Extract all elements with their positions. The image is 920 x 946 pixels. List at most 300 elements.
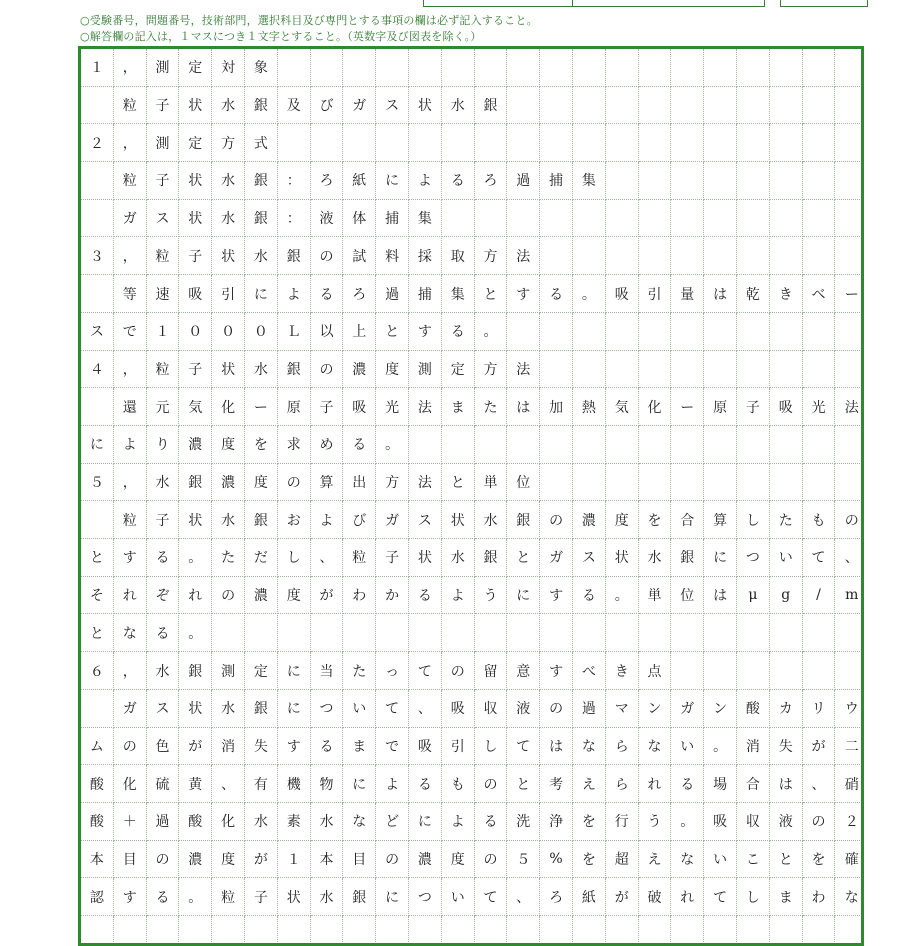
grid-cell[interactable]: て <box>409 652 442 690</box>
grid-cell[interactable]: れ <box>114 577 147 615</box>
grid-cell[interactable] <box>770 313 803 351</box>
grid-cell[interactable] <box>540 464 573 502</box>
grid-cell[interactable]: に <box>704 539 737 577</box>
grid-cell[interactable]: 液 <box>770 803 803 841</box>
grid-cell[interactable] <box>606 162 639 200</box>
grid-cell[interactable]: 度 <box>606 501 639 539</box>
grid-cell[interactable]: が <box>245 841 278 879</box>
grid-cell[interactable]: 。 <box>179 539 212 577</box>
grid-cell[interactable]: 子 <box>147 87 180 125</box>
grid-cell[interactable]: 。 <box>671 803 704 841</box>
grid-cell[interactable] <box>442 426 475 464</box>
grid-cell[interactable]: 光 <box>803 388 836 426</box>
grid-cell[interactable]: 消 <box>212 728 245 766</box>
grid-cell[interactable]: ， <box>114 351 147 389</box>
grid-cell[interactable]: す <box>540 577 573 615</box>
grid-cell[interactable] <box>475 916 508 946</box>
grid-cell[interactable]: が <box>606 878 639 916</box>
grid-cell[interactable] <box>704 426 737 464</box>
grid-cell[interactable] <box>770 426 803 464</box>
grid-cell[interactable] <box>639 238 672 276</box>
grid-cell[interactable] <box>606 124 639 162</box>
grid-cell[interactable]: ス <box>147 690 180 728</box>
grid-cell[interactable] <box>803 464 836 502</box>
grid-cell[interactable] <box>606 615 639 653</box>
grid-cell[interactable] <box>606 49 639 87</box>
grid-cell[interactable]: 銀 <box>475 87 508 125</box>
grid-cell[interactable] <box>737 87 770 125</box>
grid-cell[interactable] <box>573 351 606 389</box>
grid-cell[interactable]: 単 <box>475 464 508 502</box>
grid-cell[interactable]: に <box>343 765 376 803</box>
grid-cell[interactable] <box>540 916 573 946</box>
grid-cell[interactable] <box>507 916 540 946</box>
grid-cell[interactable]: 水 <box>475 501 508 539</box>
grid-cell[interactable]: 銀 <box>179 464 212 502</box>
grid-cell[interactable] <box>803 426 836 464</box>
grid-cell[interactable]: 位 <box>507 464 540 502</box>
grid-cell[interactable] <box>737 200 770 238</box>
grid-cell[interactable]: 濃 <box>179 841 212 879</box>
grid-cell[interactable]: 。 <box>704 728 737 766</box>
grid-cell[interactable] <box>770 351 803 389</box>
grid-cell[interactable] <box>81 690 114 728</box>
grid-cell[interactable] <box>770 49 803 87</box>
grid-cell[interactable] <box>245 916 278 946</box>
grid-cell[interactable]: す <box>278 728 311 766</box>
grid-cell[interactable]: わ <box>343 577 376 615</box>
grid-cell[interactable] <box>704 162 737 200</box>
grid-cell[interactable]: 法 <box>409 388 442 426</box>
grid-cell[interactable]: 銀 <box>507 501 540 539</box>
grid-cell[interactable] <box>737 916 770 946</box>
grid-cell[interactable]: 留 <box>475 652 508 690</box>
grid-cell[interactable] <box>704 615 737 653</box>
grid-cell[interactable]: か <box>376 577 409 615</box>
grid-cell[interactable]: ５ <box>507 841 540 879</box>
grid-cell[interactable]: い <box>442 878 475 916</box>
grid-cell[interactable]: て <box>376 690 409 728</box>
grid-cell[interactable]: 、 <box>311 539 344 577</box>
grid-cell[interactable]: な <box>835 878 864 916</box>
grid-cell[interactable] <box>147 916 180 946</box>
grid-cell[interactable]: 測 <box>212 652 245 690</box>
grid-cell[interactable]: 意 <box>507 652 540 690</box>
grid-cell[interactable]: に <box>376 878 409 916</box>
grid-cell[interactable] <box>573 313 606 351</box>
grid-cell[interactable]: べ <box>573 652 606 690</box>
grid-cell[interactable]: 引 <box>212 275 245 313</box>
grid-cell[interactable]: の <box>114 728 147 766</box>
grid-cell[interactable]: の <box>311 351 344 389</box>
grid-cell[interactable] <box>343 615 376 653</box>
grid-cell[interactable] <box>770 124 803 162</box>
grid-cell[interactable] <box>671 200 704 238</box>
grid-cell[interactable]: 光 <box>376 388 409 426</box>
grid-cell[interactable]: 状 <box>179 690 212 728</box>
grid-cell[interactable]: ガ <box>540 539 573 577</box>
grid-cell[interactable] <box>704 238 737 276</box>
grid-cell[interactable]: 紙 <box>343 162 376 200</box>
grid-cell[interactable]: % <box>540 841 573 879</box>
grid-cell[interactable]: 水 <box>442 87 475 125</box>
grid-cell[interactable]: 以 <box>311 313 344 351</box>
grid-cell[interactable]: 状 <box>179 200 212 238</box>
grid-cell[interactable]: 過 <box>573 690 606 728</box>
grid-cell[interactable] <box>409 124 442 162</box>
grid-cell[interactable] <box>278 615 311 653</box>
grid-cell[interactable]: 捕 <box>540 162 573 200</box>
grid-cell[interactable] <box>81 916 114 946</box>
grid-cell[interactable]: 失 <box>245 728 278 766</box>
grid-cell[interactable] <box>835 652 864 690</box>
grid-cell[interactable]: 及 <box>278 87 311 125</box>
grid-cell[interactable] <box>671 916 704 946</box>
grid-cell[interactable]: 水 <box>212 690 245 728</box>
grid-cell[interactable]: 銀 <box>343 878 376 916</box>
grid-cell[interactable] <box>442 49 475 87</box>
grid-cell[interactable] <box>671 313 704 351</box>
grid-cell[interactable]: を <box>573 803 606 841</box>
grid-cell[interactable]: る <box>573 577 606 615</box>
grid-cell[interactable]: 収 <box>737 803 770 841</box>
grid-cell[interactable]: つ <box>311 690 344 728</box>
grid-cell[interactable]: 吸 <box>606 275 639 313</box>
grid-cell[interactable]: 黄 <box>179 765 212 803</box>
grid-cell[interactable]: め <box>311 426 344 464</box>
grid-cell[interactable]: る <box>343 426 376 464</box>
grid-cell[interactable]: よ <box>409 162 442 200</box>
grid-cell[interactable]: ス <box>409 501 442 539</box>
grid-cell[interactable] <box>770 615 803 653</box>
grid-cell[interactable]: ま <box>343 728 376 766</box>
grid-cell[interactable]: 状 <box>409 539 442 577</box>
grid-cell[interactable] <box>507 313 540 351</box>
grid-cell[interactable] <box>245 615 278 653</box>
grid-cell[interactable]: 体 <box>343 200 376 238</box>
grid-cell[interactable]: ぞ <box>147 577 180 615</box>
grid-cell[interactable]: で <box>376 728 409 766</box>
grid-cell[interactable]: ， <box>114 652 147 690</box>
grid-cell[interactable]: 式 <box>245 124 278 162</box>
grid-cell[interactable] <box>835 124 864 162</box>
grid-cell[interactable] <box>606 464 639 502</box>
grid-cell[interactable] <box>803 313 836 351</box>
grid-cell[interactable] <box>573 238 606 276</box>
grid-cell[interactable]: 水 <box>245 803 278 841</box>
grid-cell[interactable]: よ <box>442 577 475 615</box>
grid-cell[interactable]: 取 <box>442 238 475 276</box>
grid-cell[interactable] <box>737 238 770 276</box>
grid-cell[interactable] <box>442 124 475 162</box>
grid-cell[interactable]: 度 <box>212 841 245 879</box>
grid-cell[interactable] <box>540 615 573 653</box>
grid-cell[interactable]: g <box>770 577 803 615</box>
grid-cell[interactable]: 加 <box>540 388 573 426</box>
grid-cell[interactable]: こ <box>737 841 770 879</box>
grid-cell[interactable]: て <box>475 878 508 916</box>
grid-cell[interactable]: 算 <box>311 464 344 502</box>
grid-cell[interactable]: を <box>573 841 606 879</box>
grid-cell[interactable] <box>475 615 508 653</box>
grid-cell[interactable] <box>442 916 475 946</box>
grid-cell[interactable]: に <box>376 162 409 200</box>
grid-cell[interactable] <box>704 351 737 389</box>
grid-cell[interactable]: よ <box>442 803 475 841</box>
grid-cell[interactable]: 子 <box>147 162 180 200</box>
grid-cell[interactable]: 状 <box>179 501 212 539</box>
grid-cell[interactable] <box>770 464 803 502</box>
grid-cell[interactable] <box>540 200 573 238</box>
grid-cell[interactable] <box>835 464 864 502</box>
grid-cell[interactable]: る <box>409 577 442 615</box>
grid-cell[interactable]: し <box>278 539 311 577</box>
grid-cell[interactable]: 過 <box>376 275 409 313</box>
grid-cell[interactable] <box>540 426 573 464</box>
grid-cell[interactable] <box>835 87 864 125</box>
grid-cell[interactable]: た <box>770 501 803 539</box>
grid-cell[interactable] <box>770 652 803 690</box>
grid-cell[interactable]: つ <box>737 539 770 577</box>
grid-cell[interactable] <box>803 652 836 690</box>
grid-cell[interactable] <box>507 87 540 125</box>
grid-cell[interactable]: 硝 <box>835 765 864 803</box>
grid-cell[interactable]: 子 <box>311 388 344 426</box>
grid-cell[interactable]: 原 <box>704 388 737 426</box>
grid-cell[interactable]: お <box>278 501 311 539</box>
grid-cell[interactable]: ま <box>442 388 475 426</box>
grid-cell[interactable] <box>81 200 114 238</box>
grid-cell[interactable] <box>81 501 114 539</box>
grid-cell[interactable] <box>343 49 376 87</box>
grid-cell[interactable]: は <box>540 728 573 766</box>
grid-cell[interactable] <box>507 426 540 464</box>
grid-cell[interactable]: る <box>311 275 344 313</box>
grid-cell[interactable]: ス <box>573 539 606 577</box>
grid-cell[interactable]: ス <box>147 200 180 238</box>
grid-cell[interactable]: 。 <box>573 275 606 313</box>
grid-cell[interactable]: に <box>278 690 311 728</box>
grid-cell[interactable]: る <box>147 878 180 916</box>
grid-cell[interactable]: ＋ <box>114 803 147 841</box>
grid-cell[interactable]: 定 <box>245 652 278 690</box>
grid-cell[interactable] <box>540 49 573 87</box>
grid-cell[interactable]: 行 <box>606 803 639 841</box>
grid-cell[interactable]: 試 <box>343 238 376 276</box>
grid-cell[interactable]: 本 <box>311 841 344 879</box>
grid-cell[interactable]: 濃 <box>343 351 376 389</box>
grid-cell[interactable] <box>442 615 475 653</box>
grid-cell[interactable] <box>671 426 704 464</box>
grid-cell[interactable]: と <box>770 841 803 879</box>
grid-cell[interactable] <box>573 615 606 653</box>
grid-cell[interactable]: の <box>475 841 508 879</box>
grid-cell[interactable]: た <box>475 388 508 426</box>
grid-cell[interactable]: ス <box>81 313 114 351</box>
grid-cell[interactable]: 銀 <box>245 162 278 200</box>
grid-cell[interactable]: び <box>311 87 344 125</box>
grid-cell[interactable]: よ <box>278 275 311 313</box>
grid-cell[interactable] <box>704 200 737 238</box>
grid-cell[interactable]: 引 <box>442 728 475 766</box>
grid-cell[interactable]: い <box>704 841 737 879</box>
grid-cell[interactable]: て <box>803 539 836 577</box>
grid-cell[interactable] <box>737 464 770 502</box>
grid-cell[interactable]: μ <box>737 577 770 615</box>
grid-cell[interactable]: ， <box>114 49 147 87</box>
grid-cell[interactable]: る <box>147 615 180 653</box>
grid-cell[interactable] <box>835 313 864 351</box>
grid-cell[interactable] <box>704 124 737 162</box>
grid-cell[interactable]: 銀 <box>278 238 311 276</box>
grid-cell[interactable]: と <box>376 313 409 351</box>
grid-cell[interactable]: 熱 <box>573 388 606 426</box>
grid-cell[interactable] <box>803 916 836 946</box>
grid-cell[interactable]: の <box>475 765 508 803</box>
grid-cell[interactable]: 測 <box>147 49 180 87</box>
grid-cell[interactable]: 酸 <box>179 803 212 841</box>
grid-cell[interactable] <box>704 49 737 87</box>
grid-cell[interactable]: リ <box>803 690 836 728</box>
grid-cell[interactable] <box>409 426 442 464</box>
grid-cell[interactable] <box>409 615 442 653</box>
grid-cell[interactable] <box>835 351 864 389</box>
grid-cell[interactable]: ２ <box>835 803 864 841</box>
grid-cell[interactable]: ６ <box>81 652 114 690</box>
grid-cell[interactable]: 位 <box>671 577 704 615</box>
grid-cell[interactable]: の <box>540 690 573 728</box>
grid-cell[interactable] <box>770 200 803 238</box>
grid-cell[interactable]: カ <box>770 690 803 728</box>
grid-cell[interactable]: と <box>81 539 114 577</box>
grid-cell[interactable]: Ｌ <box>278 313 311 351</box>
grid-cell[interactable]: ： <box>278 200 311 238</box>
grid-cell[interactable]: 銀 <box>475 539 508 577</box>
grid-cell[interactable]: る <box>147 539 180 577</box>
grid-cell[interactable]: 当 <box>311 652 344 690</box>
grid-cell[interactable]: 酸 <box>737 690 770 728</box>
grid-cell[interactable] <box>671 615 704 653</box>
grid-cell[interactable]: 硫 <box>147 765 180 803</box>
grid-cell[interactable]: 引 <box>639 275 672 313</box>
grid-cell[interactable]: 水 <box>639 539 672 577</box>
grid-cell[interactable]: は <box>507 388 540 426</box>
grid-cell[interactable]: 速 <box>147 275 180 313</box>
grid-cell[interactable]: ろ <box>475 162 508 200</box>
grid-cell[interactable]: と <box>81 615 114 653</box>
grid-cell[interactable]: の <box>147 841 180 879</box>
grid-cell[interactable]: ２ <box>81 124 114 162</box>
grid-cell[interactable]: 吸 <box>409 728 442 766</box>
grid-cell[interactable]: た <box>343 652 376 690</box>
grid-cell[interactable]: わ <box>803 878 836 916</box>
grid-cell[interactable]: 濃 <box>212 464 245 502</box>
grid-cell[interactable]: 、 <box>212 765 245 803</box>
grid-cell[interactable] <box>639 426 672 464</box>
grid-cell[interactable]: 物 <box>311 765 344 803</box>
grid-cell[interactable]: 水 <box>212 87 245 125</box>
grid-cell[interactable]: m <box>835 577 864 615</box>
grid-cell[interactable] <box>803 87 836 125</box>
grid-cell[interactable]: 酸 <box>81 803 114 841</box>
grid-cell[interactable]: い <box>770 539 803 577</box>
grid-cell[interactable]: に <box>409 803 442 841</box>
grid-cell[interactable] <box>573 916 606 946</box>
grid-cell[interactable]: ガ <box>114 200 147 238</box>
grid-cell[interactable]: 集 <box>409 200 442 238</box>
grid-cell[interactable] <box>737 351 770 389</box>
grid-cell[interactable]: 水 <box>311 803 344 841</box>
grid-cell[interactable]: ン <box>639 690 672 728</box>
grid-cell[interactable] <box>737 615 770 653</box>
grid-cell[interactable]: 水 <box>212 501 245 539</box>
grid-cell[interactable]: 水 <box>245 351 278 389</box>
grid-cell[interactable]: ろ <box>540 878 573 916</box>
grid-cell[interactable] <box>540 124 573 162</box>
grid-cell[interactable]: 状 <box>212 238 245 276</box>
grid-cell[interactable]: 等 <box>114 275 147 313</box>
grid-cell[interactable]: ０ <box>179 313 212 351</box>
grid-cell[interactable]: の <box>835 501 864 539</box>
grid-cell[interactable] <box>770 87 803 125</box>
grid-cell[interactable] <box>540 313 573 351</box>
grid-cell[interactable] <box>704 464 737 502</box>
grid-cell[interactable]: る <box>442 162 475 200</box>
grid-cell[interactable]: ム <box>81 728 114 766</box>
grid-cell[interactable]: ガ <box>343 87 376 125</box>
grid-cell[interactable]: 吸 <box>442 690 475 728</box>
grid-cell[interactable]: 酸 <box>81 765 114 803</box>
grid-cell[interactable]: ウ <box>835 690 864 728</box>
grid-cell[interactable]: 出 <box>343 464 376 502</box>
grid-cell[interactable]: 度 <box>278 577 311 615</box>
grid-cell[interactable]: 浄 <box>540 803 573 841</box>
grid-cell[interactable]: 銀 <box>671 539 704 577</box>
grid-cell[interactable]: ン <box>704 690 737 728</box>
grid-cell[interactable] <box>606 87 639 125</box>
grid-cell[interactable]: 方 <box>475 351 508 389</box>
grid-cell[interactable] <box>737 124 770 162</box>
grid-cell[interactable]: 場 <box>704 765 737 803</box>
grid-cell[interactable]: 定 <box>179 49 212 87</box>
grid-cell[interactable]: 吸 <box>704 803 737 841</box>
grid-cell[interactable]: と <box>442 464 475 502</box>
grid-cell[interactable] <box>573 49 606 87</box>
grid-cell[interactable]: 点 <box>639 652 672 690</box>
grid-cell[interactable]: し <box>737 501 770 539</box>
grid-cell[interactable] <box>639 162 672 200</box>
grid-cell[interactable]: ガ <box>376 501 409 539</box>
grid-cell[interactable] <box>507 200 540 238</box>
grid-cell[interactable]: 乾 <box>737 275 770 313</box>
grid-cell[interactable]: 合 <box>671 501 704 539</box>
grid-cell[interactable] <box>835 426 864 464</box>
grid-cell[interactable] <box>475 200 508 238</box>
grid-cell[interactable]: う <box>639 803 672 841</box>
grid-cell[interactable] <box>475 124 508 162</box>
grid-cell[interactable]: び <box>343 501 376 539</box>
grid-cell[interactable]: 消 <box>737 728 770 766</box>
grid-cell[interactable]: ガ <box>671 690 704 728</box>
grid-cell[interactable] <box>803 238 836 276</box>
grid-cell[interactable]: で <box>114 313 147 351</box>
grid-cell[interactable]: が <box>803 728 836 766</box>
grid-cell[interactable]: 水 <box>147 652 180 690</box>
grid-cell[interactable] <box>606 200 639 238</box>
grid-cell[interactable]: 上 <box>343 313 376 351</box>
grid-cell[interactable]: 超 <box>606 841 639 879</box>
grid-cell[interactable] <box>376 49 409 87</box>
